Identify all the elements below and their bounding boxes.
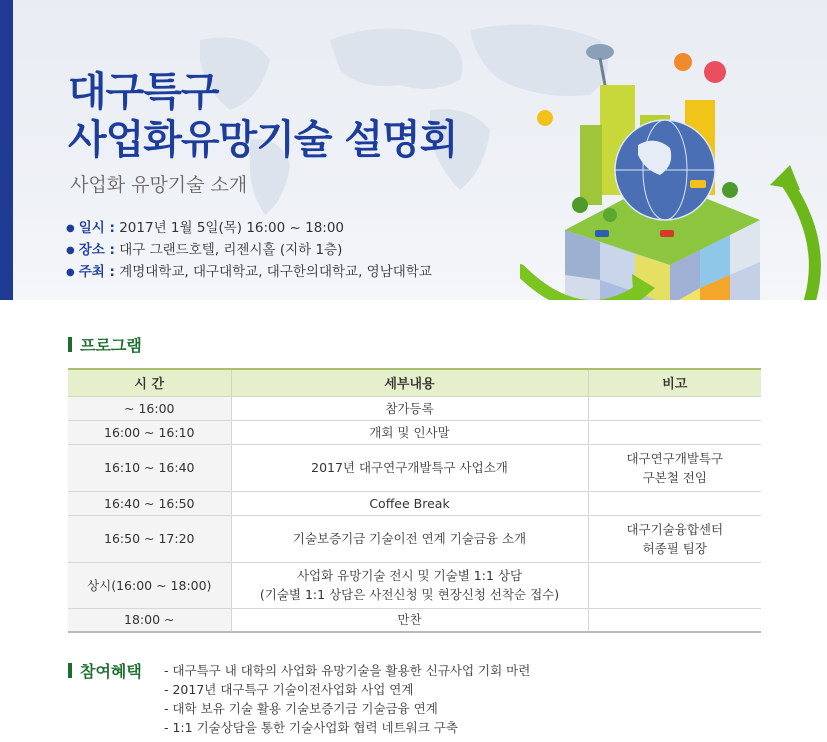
event-title-line1: 대구특구 <box>68 69 219 115</box>
note-cell <box>588 515 761 562</box>
content-cell: Coffee Break <box>231 491 588 515</box>
banner-accent-stripe <box>0 0 13 300</box>
content-cell: 만찬 <box>231 608 588 632</box>
bullet-icon: ● <box>66 267 75 278</box>
column-header-content: 세부내용 <box>231 369 588 396</box>
column-header-note: 비고 <box>588 369 761 396</box>
table-row <box>68 444 761 491</box>
bullet-icon: ● <box>66 223 75 234</box>
table-row <box>68 562 761 608</box>
column-header-time: 시 간 <box>68 369 231 396</box>
benefits-section-header <box>68 659 142 682</box>
event-date: ● 일시 : 2017년 1월 5일(목) 16:00 ~ 18:00 <box>66 220 345 236</box>
benefits-list <box>164 661 530 737</box>
program-table <box>68 368 761 633</box>
list-item: - 1:1 기술상담을 통한 기술사업화 협력 네트워크 구축 <box>164 720 458 735</box>
note-cell <box>588 396 761 420</box>
note-cell <box>588 491 761 515</box>
time-cell: 16:00 ~ 16:10 <box>68 420 231 444</box>
content-cell: 기술보증기금 기술이전 연계 기술금융 소개 <box>231 515 588 562</box>
section-bar <box>68 663 72 678</box>
list-item: - 대학 보유 기술 활용 기술보증기금 기술금융 연계 <box>164 701 438 716</box>
event-title-line2: 사업화유망기술 설명회 <box>68 117 458 163</box>
list-item: - 2017년 대구특구 기술이전사업화 사업 연계 <box>164 682 414 697</box>
event-venue: ● 장소 : 대구 그랜드호텔, 리젠시홀 (지하 1층) <box>66 242 343 258</box>
content-cell: 개회 및 인사말 <box>231 420 588 444</box>
note-cell <box>588 608 761 632</box>
event-info-list <box>66 218 432 284</box>
list-item: - 대구특구 내 대학의 사업화 유망기술을 활용한 신규사업 기회 마련 <box>164 663 531 678</box>
event-banner <box>0 0 827 300</box>
event-subtitle: 사업화 유망기술 소개 <box>70 174 248 196</box>
content-cell: 참가등록 <box>231 396 588 420</box>
program-section-header <box>68 333 142 356</box>
table-row <box>68 515 761 562</box>
note-cell <box>588 562 761 608</box>
time-cell: 상시(16:00 ~ 18:00) <box>68 562 231 608</box>
program-section-title: 프로그램 <box>80 336 142 355</box>
table-row <box>68 420 761 444</box>
bullet-icon: ● <box>66 245 75 256</box>
content-cell <box>231 562 588 608</box>
section-bar <box>68 337 72 352</box>
time-cell: ~ 16:00 <box>68 396 231 420</box>
cube-globe-illustration <box>520 30 827 300</box>
note-cell <box>588 420 761 444</box>
note-line: 대구기술융합센터 <box>626 521 724 537</box>
table-row <box>68 396 761 420</box>
note-line: 대구연구개발특구 <box>626 450 724 466</box>
content-line: 사업화 유망기술 전시 및 기술별 1:1 상담 <box>296 568 523 583</box>
table-header-row <box>68 369 761 396</box>
note-cell <box>588 444 761 491</box>
time-cell: 16:40 ~ 16:50 <box>68 491 231 515</box>
time-cell: 16:50 ~ 17:20 <box>68 515 231 562</box>
time-cell: 18:00 ~ <box>68 608 231 632</box>
event-host: ● 주최 : 계명대학교, 대구대학교, 대구한의대학교, 영남대학교 <box>66 264 432 280</box>
content-line: (기술별 1:1 상담은 사전신청 및 현장신청 선착순 접수) <box>259 587 560 602</box>
benefits-section-title: 참여혜택 <box>80 662 142 681</box>
time-cell: 16:10 ~ 16:40 <box>68 444 231 491</box>
table-row <box>68 608 761 632</box>
note-line: 허종필 팀장 <box>642 540 707 556</box>
content-cell: 2017년 대구연구개발특구 사업소개 <box>231 444 588 491</box>
table-row <box>68 491 761 515</box>
note-line: 구본철 전임 <box>642 469 707 485</box>
